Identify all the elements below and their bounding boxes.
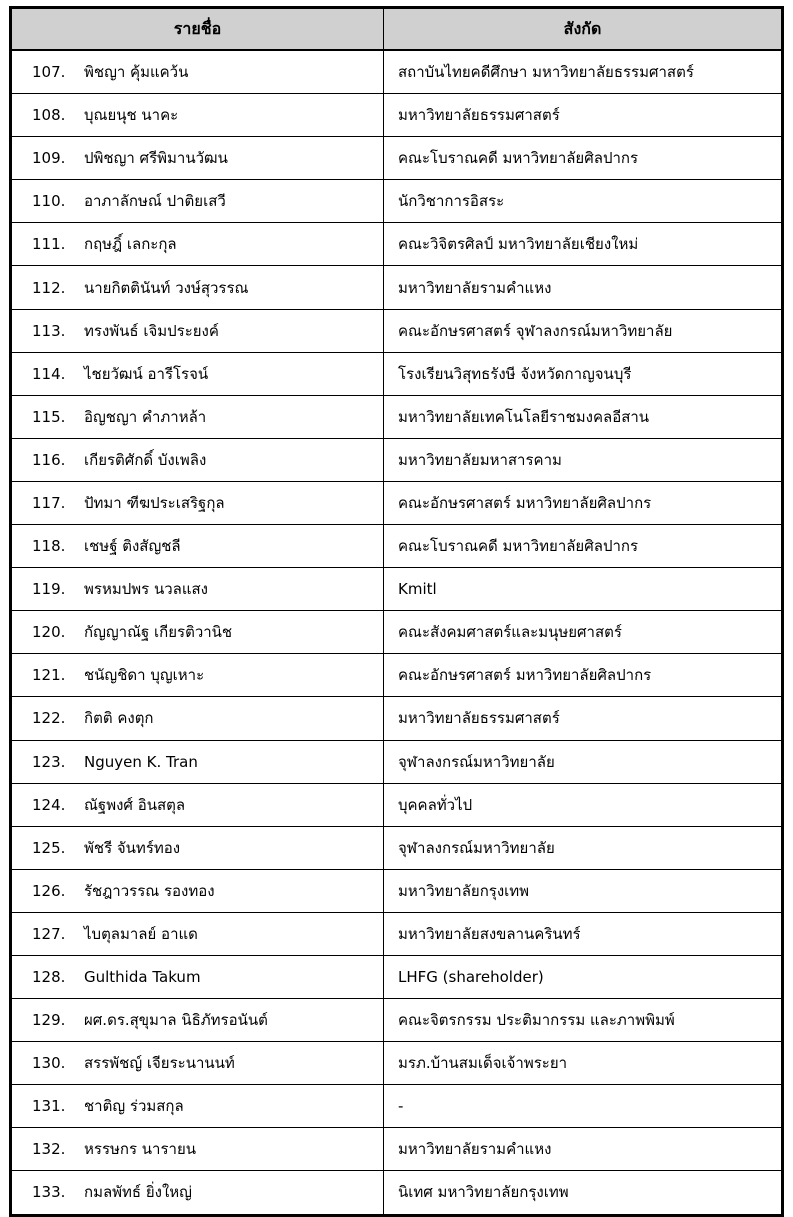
table-row [12,525,782,568]
table-row [12,309,782,352]
name-cell [12,309,384,352]
affiliation-cell: มรภ.บ้านสมเด็จเจ้าพระยา [384,1042,782,1085]
participant-table-container [9,6,784,1217]
name-cell [12,697,384,740]
row-number: 110. [32,192,66,211]
name-cell [12,1171,384,1214]
row-number: 125. [32,838,66,857]
name-cell [12,94,384,137]
name-cell [12,525,384,568]
affiliation-cell: คณะโบราณคดี มหาวิทยาลัยศิลปากร [384,525,782,568]
person-name: อิญชญา คำภาหล้า [84,407,207,426]
affiliation-cell: มหาวิทยาลัยสงขลานครินทร์ [384,912,782,955]
table-row [12,611,782,654]
person-name: ชาติญ ร่วมสกุล [84,1097,184,1116]
table-header-row [12,9,782,51]
row-number: 116. [32,450,66,469]
header-name: รายชื่อ [12,9,384,51]
row-number: 123. [32,752,66,771]
person-name: พรหมปพร นวลแสง [84,580,208,599]
row-number: 115. [32,407,66,426]
row-number: 117. [32,493,66,512]
name-cell [12,1128,384,1171]
row-number: 133. [32,1183,66,1202]
name-cell [12,783,384,826]
person-name: ไบตุลมาลย์ อาแด [84,924,198,943]
row-number: 120. [32,623,66,642]
row-number: 132. [32,1140,66,1159]
affiliation-cell: บุคคลทั่วไป [384,783,782,826]
name-cell [12,912,384,955]
table-row [12,826,782,869]
name-cell [12,352,384,395]
table-row [12,955,782,998]
affiliation-cell: คณะอักษรศาสตร์ มหาวิทยาลัยศิลปากร [384,654,782,697]
header-affiliation: สังกัด [384,9,782,51]
person-name: เชษฐ์ ติงสัญชลี [84,537,181,556]
row-number: 127. [32,924,66,943]
affiliation-cell: มหาวิทยาลัยเทคโนโลยีราชมงคลอีสาน [384,395,782,438]
row-number: 118. [32,537,66,556]
person-name: ชนัญชิดา บุญเหาะ [84,666,205,685]
person-name: กมลพัทธ์ ยิ่งใหญ่ [84,1183,192,1202]
person-name: Gulthida Takum [84,968,201,987]
person-name: กิตติ คงตุก [84,709,154,728]
person-name: อาภาลักษณ์ ปาติยเสวี [84,192,226,211]
affiliation-cell: นักวิชาการอิสระ [384,180,782,223]
person-name: ไชยวัฒน์ อารีโรจน์ [84,364,209,383]
affiliation-cell: นิเทศ มหาวิทยาลัยกรุงเทพ [384,1171,782,1214]
name-cell [12,869,384,912]
affiliation-cell: คณะอักษรศาสตร์ มหาวิทยาลัยศิลปากร [384,481,782,524]
row-number: 126. [32,881,66,900]
affiliation-cell: Kmitl [384,568,782,611]
table-row [12,783,782,826]
row-number: 108. [32,106,66,125]
row-number: 124. [32,795,66,814]
affiliation-cell: คณะโบราณคดี มหาวิทยาลัยศิลปากร [384,137,782,180]
name-cell [12,223,384,266]
name-cell [12,1042,384,1085]
person-name: ผศ.ดร.สุขุมาล นิธิภัทรอนันต์ [84,1011,268,1030]
table-row [12,50,782,94]
table-row [12,94,782,137]
name-cell [12,50,384,94]
participant-table [11,8,782,1215]
table-row [12,1042,782,1085]
person-name: ปพิชญา ศรีพิมานวัฒน [84,149,228,168]
name-cell [12,654,384,697]
table-row [12,266,782,309]
table-row [12,1085,782,1128]
person-name: หรรษกร นารายน [84,1140,196,1159]
person-name: กัญญาณัฐ เกียรติวานิช [84,623,233,642]
affiliation-cell: มหาวิทยาลัยธรรมศาสตร์ [384,697,782,740]
affiliation-cell: สถาบันไทยคดีศึกษา มหาวิทยาลัยธรรมศาสตร์ [384,50,782,94]
table-row [12,395,782,438]
row-number: 107. [32,63,66,82]
row-number: 121. [32,666,66,685]
person-name: ปัทมา ฑีฆประเสริฐกุล [84,493,225,512]
table-row [12,740,782,783]
row-number: 130. [32,1054,66,1073]
name-cell [12,955,384,998]
name-cell [12,740,384,783]
affiliation-cell: มหาวิทยาลัยธรรมศาสตร์ [384,94,782,137]
name-cell [12,395,384,438]
name-cell [12,438,384,481]
table-row [12,568,782,611]
name-cell [12,1085,384,1128]
table-row [12,180,782,223]
row-number: 128. [32,968,66,987]
row-number: 111. [32,235,66,254]
row-number: 109. [32,149,66,168]
affiliation-cell: LHFG (shareholder) [384,955,782,998]
person-name: บุณยนุช นาคะ [84,106,179,125]
affiliation-cell: มหาวิทยาลัยรามคำแหง [384,1128,782,1171]
row-number: 119. [32,580,66,599]
row-number: 112. [32,278,66,297]
table-row [12,137,782,180]
table-row [12,1171,782,1214]
name-cell [12,999,384,1042]
row-number: 122. [32,709,66,728]
table-row [12,697,782,740]
table-row [12,912,782,955]
name-cell [12,568,384,611]
row-number: 113. [32,321,66,340]
name-cell [12,266,384,309]
table-body [12,50,782,1214]
affiliation-cell: คณะสังคมศาสตร์และมนุษยศาสตร์ [384,611,782,654]
table-row [12,1128,782,1171]
table-row [12,223,782,266]
row-number: 131. [32,1097,66,1116]
person-name: นายกิตตินันท์ วงษ์สุวรรณ [84,278,249,297]
name-cell [12,481,384,524]
name-cell [12,180,384,223]
name-cell [12,137,384,180]
affiliation-cell: มหาวิทยาลัยกรุงเทพ [384,869,782,912]
person-name: รัชฎาวรรณ รองทอง [84,881,215,900]
table-row [12,869,782,912]
affiliation-cell: - [384,1085,782,1128]
person-name: เกียรติศักดิ์ บังเพลิง [84,450,207,469]
person-name: กฤษฎิ์ เลกะกุล [84,235,177,254]
table-row [12,999,782,1042]
affiliation-cell: จุฬาลงกรณ์มหาวิทยาลัย [384,826,782,869]
affiliation-cell: จุฬาลงกรณ์มหาวิทยาลัย [384,740,782,783]
person-name: สรรพัชญ์ เจียระนานนท์ [84,1054,235,1073]
affiliation-cell: มหาวิทยาลัยมหาสารคาม [384,438,782,481]
affiliation-cell: คณะจิตรกรรม ประติมากรรม และภาพพิมพ์ [384,999,782,1042]
person-name: พิชญา คุ้มแคว้น [84,63,189,82]
person-name: Nguyen K. Tran [84,752,198,771]
table-row [12,654,782,697]
table-row [12,352,782,395]
person-name: ณัฐพงศ์ อินสตุล [84,795,186,814]
row-number: 129. [32,1011,66,1030]
affiliation-cell: คณะอักษรศาสตร์ จุฬาลงกรณ์มหาวิทยาลัย [384,309,782,352]
affiliation-cell: โรงเรียนวิสุทธรังษี จังหวัดกาญจนบุรี [384,352,782,395]
person-name: ทรงพันธ์ เจิมประยงค์ [84,321,219,340]
row-number: 114. [32,364,66,383]
name-cell [12,611,384,654]
affiliation-cell: มหาวิทยาลัยรามคำแหง [384,266,782,309]
affiliation-cell: คณะวิจิตรศิลป์ มหาวิทยาลัยเชียงใหม่ [384,223,782,266]
person-name: พัชรี จันทร์ทอง [84,838,181,857]
table-row [12,438,782,481]
table-row [12,481,782,524]
name-cell [12,826,384,869]
